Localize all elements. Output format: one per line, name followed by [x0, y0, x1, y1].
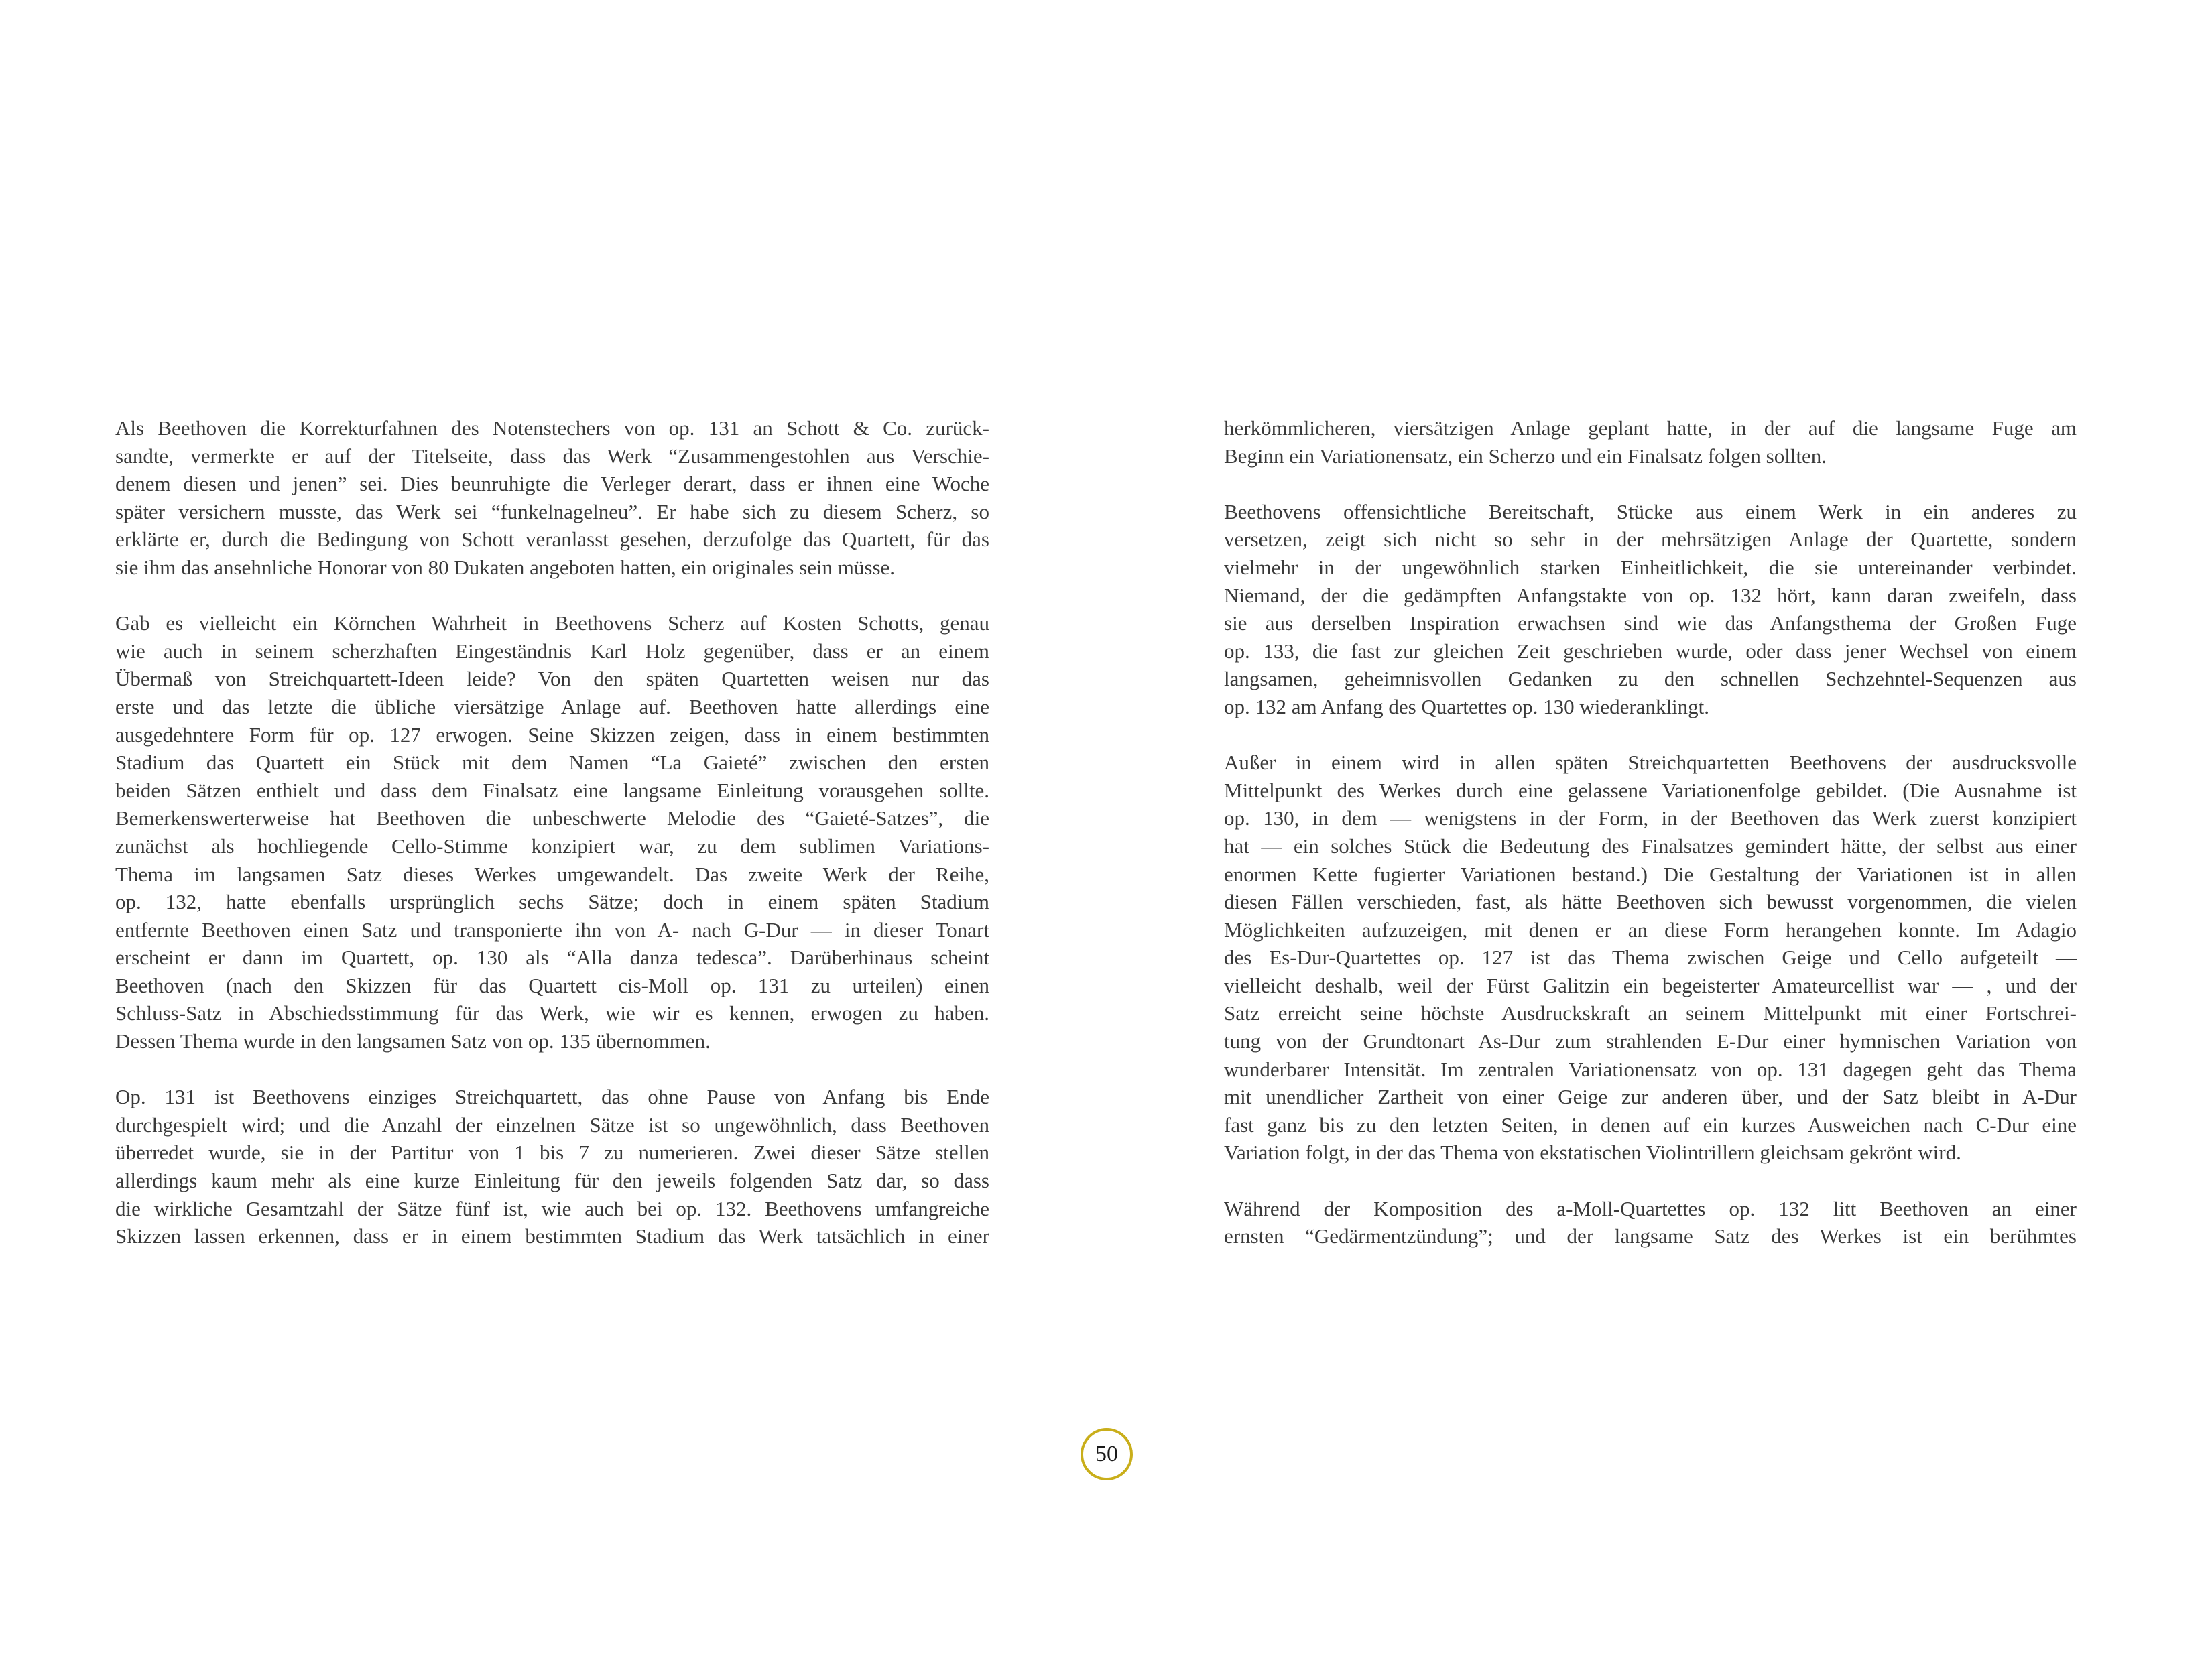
text-line: des Es-Dur-Quartettes op. 127 ist das Thema zwischen Geige und Cello aufgeteilt —	[1224, 946, 2077, 970]
text-line: hat — ein solches Stück die Bedeutung des Finalsatzes gemindert hätte, der selbst aus einer	[1224, 834, 2077, 858]
text-line: zunächst als hochliegende Cello-Stimme konzipiert war, zu dem sublimen Variations-	[115, 834, 989, 858]
text-line: beiden Sätzen enthielt und dass dem Finalsatz eine langsame Einleitung vorausgehen sollte.	[115, 778, 989, 802]
text-line: sie ihm das ansehnliche Honorar von 80 Dukaten angeboten hatten, ein originales sein müsse.	[115, 555, 896, 579]
text-line: Satz erreicht seine höchste Ausdruckskraft an seinem Mittelpunkt mit einer Fortschrei-	[1224, 1001, 2077, 1025]
text-line: op. 132, hatte ebenfalls ursprünglich sechs Sätze; doch in einem späten Stadium	[115, 890, 989, 914]
text-line: herkömmlicheren, viersätzigen Anlage geplant hatte, in der auf die langsame Fuge am	[1224, 416, 2077, 440]
text-line: ernsten “Gedärmentzündung”; und der langsame Satz des Werkes ist ein berühmtes	[1224, 1224, 2077, 1249]
text-line: diesen Fällen verschieden, fast, als hätte Beethoven sich bewusst vorgenommen, die vielen	[1224, 890, 2077, 914]
paragraph	[115, 414, 989, 582]
text-line: Beethovens offensichtliche Bereitschaft, Stücke aus einem Werk in ein anderes zu	[1224, 499, 2077, 523]
text-line: op. 132 am Anfang des Quartettes op. 130 wiederanklingt.	[1224, 694, 1710, 718]
text-line: Übermaß von Streichquartett-Ideen leide? Von den späten Quartetten weisen nur das	[115, 667, 989, 691]
text-line: entfernte Beethoven einen Satz und transponierte ihn von A- nach G-Dur — in dieser Tonart	[115, 917, 989, 942]
paragraph	[115, 609, 989, 1056]
text-line: op. 133, die fast zur gleichen Zeit geschrieben wurde, oder dass jener Wechsel von einem	[1224, 639, 2077, 663]
text-line: Stadium das Quartett ein Stück mit dem Namen “La Gaieté” zwischen den ersten	[115, 751, 989, 775]
text-line: enormen Kette fugierter Variationen bestand.) Die Gestaltung der Variationen ist in allen	[1224, 862, 2077, 886]
text-line: Möglichkeiten aufzuzeigen, mit denen er an diese Form herangehen konnte. Im Adagio	[1224, 917, 2077, 942]
text-line: Variation folgt, in der das Thema von ekstatischen Violintrillern gleichsam gekrönt wird.	[1224, 1141, 1961, 1165]
text-line: Thema im langsamen Satz dieses Werkes umgewandelt. Das zweite Werk der Reihe,	[115, 862, 989, 886]
text-line: Mittelpunkt des Werkes durch eine gelassene Variationenfolge gebildet. (Die Ausnahme ist	[1224, 778, 2077, 802]
text-line: erklärte er, durch die Bedingung von Schott veranlasst gesehen, derzufolge das Quartett, für das	[115, 527, 989, 552]
text-line: Beethoven (nach den Skizzen für das Quartett cis-Moll op. 131 zu urteilen) einen	[115, 973, 989, 997]
text-line: Außer in einem wird in allen späten Streichquartetten Beethovens der ausdrucksvolle	[1224, 751, 2077, 775]
text-line: allerdings kaum mehr als eine kurze Einleitung für den jeweils folgenden Satz dar, so dass	[115, 1169, 989, 1193]
text-line: durchgespielt wird; und die Anzahl der einzelnen Sätze ist so ungewöhnlich, dass Beethoven	[115, 1112, 989, 1137]
paragraph	[115, 1083, 989, 1251]
text-line: denem diesen und jenen” sei. Dies beunruhigte die Verleger derart, dass er ihnen eine Woche	[115, 472, 989, 496]
text-line: wunderbarer Intensität. Im zentralen Variationensatz von op. 131 dagegen geht das Thema	[1224, 1057, 2077, 1081]
text-line: Gab es vielleicht ein Körnchen Wahrheit in Beethovens Scherz auf Kosten Schotts, genau	[115, 611, 989, 635]
text-line: später versichern musste, das Werk sei “funkelnagelneu”. Er habe sich zu diesem Scherz, so	[115, 499, 989, 523]
text-line: Op. 131 ist Beethovens einziges Streichquartett, das ohne Pause von Anfang bis Ende	[115, 1085, 989, 1109]
text-line: Bemerkenswerterweise hat Beethoven die unbeschwerte Melodie des “Gaieté-Satzes”, die	[115, 806, 989, 830]
text-line: Beginn ein Variationensatz, ein Scherzo und ein Finalsatz folgen sollten.	[1224, 444, 1827, 468]
text-line: ausgedehntere Form für op. 127 erwogen. Seine Skizzen zeigen, dass in einem bestimmten	[115, 722, 989, 747]
text-line: Während der Komposition des a-Moll-Quartettes op. 132 litt Beethoven an einer	[1224, 1196, 2077, 1220]
right-text-column	[1224, 414, 2077, 1251]
paragraph	[1224, 749, 2077, 1167]
text-line: sie aus derselben Inspiration erwachsen sind wie das Anfangsthema der Großen Fuge	[1224, 611, 2077, 635]
text-line: fast ganz bis zu den letzten Seiten, in denen auf ein kurzes Ausweichen nach C-Dur eine	[1224, 1112, 2077, 1137]
text-line: vielmehr in der ungewöhnlich starken Einheitlichkeit, die sie untereinander verbindet.	[1224, 555, 2077, 579]
text-line: vielleicht deshalb, weil der Fürst Galitzin ein begeisterter Amateurcellist war — , und der	[1224, 973, 2077, 997]
text-line: sandte, vermerkte er auf der Titelseite, dass das Werk “Zusammengestohlen aus Verschie-	[115, 444, 989, 468]
text-line: wie auch in seinem scherzhaften Eingeständnis Karl Holz gegenüber, dass er an einem	[115, 639, 989, 663]
text-line: Schluss-Satz in Abschiedsstimmung für das Werk, wie wir es kennen, erwogen zu haben.	[115, 1001, 989, 1025]
text-line: mit unendlicher Zartheit von einer Geige zur anderen über, und der Satz bleibt in A-Dur	[1224, 1085, 2077, 1109]
text-line: Niemand, der die gedämpften Anfangstakte von op. 132 hört, kann daran zweifeln, dass	[1224, 583, 2077, 607]
left-text-column	[115, 414, 989, 1251]
text-line: tung von der Grundtonart As-Dur zum strahlenden E-Dur einer hymnischen Variation von	[1224, 1029, 2077, 1053]
page-number-badge	[1081, 1428, 1133, 1480]
text-line: Als Beethoven die Korrekturfahnen des Notenstechers von op. 131 an Schott & Co. zurück-	[115, 416, 989, 440]
text-line: versetzen, zeigt sich nicht so sehr in der mehrsätzigen Anlage der Quartette, sondern	[1224, 527, 2077, 552]
text-line: überredet wurde, sie in der Partitur von 1 bis 7 zu numerieren. Zwei dieser Sätze stellen	[115, 1141, 989, 1165]
paragraph	[1224, 414, 2077, 470]
page-number: 50	[1095, 1442, 1118, 1466]
text-line: erste und das letzte die übliche viersätzige Anlage auf. Beethoven hatte allerdings eine	[115, 694, 989, 718]
text-line: langsamen, geheimnisvollen Gedanken zu den schnellen Sechzehntel-Sequenzen aus	[1224, 667, 2077, 691]
text-line: Skizzen lassen erkennen, dass er in einem bestimmten Stadium das Werk tatsächlich in einer	[115, 1224, 989, 1249]
paragraph	[1224, 498, 2077, 721]
text-line: op. 130, in dem — wenigstens in der Form, in der Beethoven das Werk zuerst konzipiert	[1224, 806, 2077, 830]
paragraph	[1224, 1195, 2077, 1251]
text-line: erscheint er dann im Quartett, op. 130 als “Alla danza tedesca”. Darüberhinaus scheint	[115, 946, 989, 970]
text-line: Dessen Thema wurde in den langsamen Satz von op. 135 übernommen.	[115, 1029, 711, 1053]
text-line: die wirkliche Gesamtzahl der Sätze fünf ist, wie auch bei op. 132. Beethovens umfangreiche	[115, 1196, 989, 1220]
